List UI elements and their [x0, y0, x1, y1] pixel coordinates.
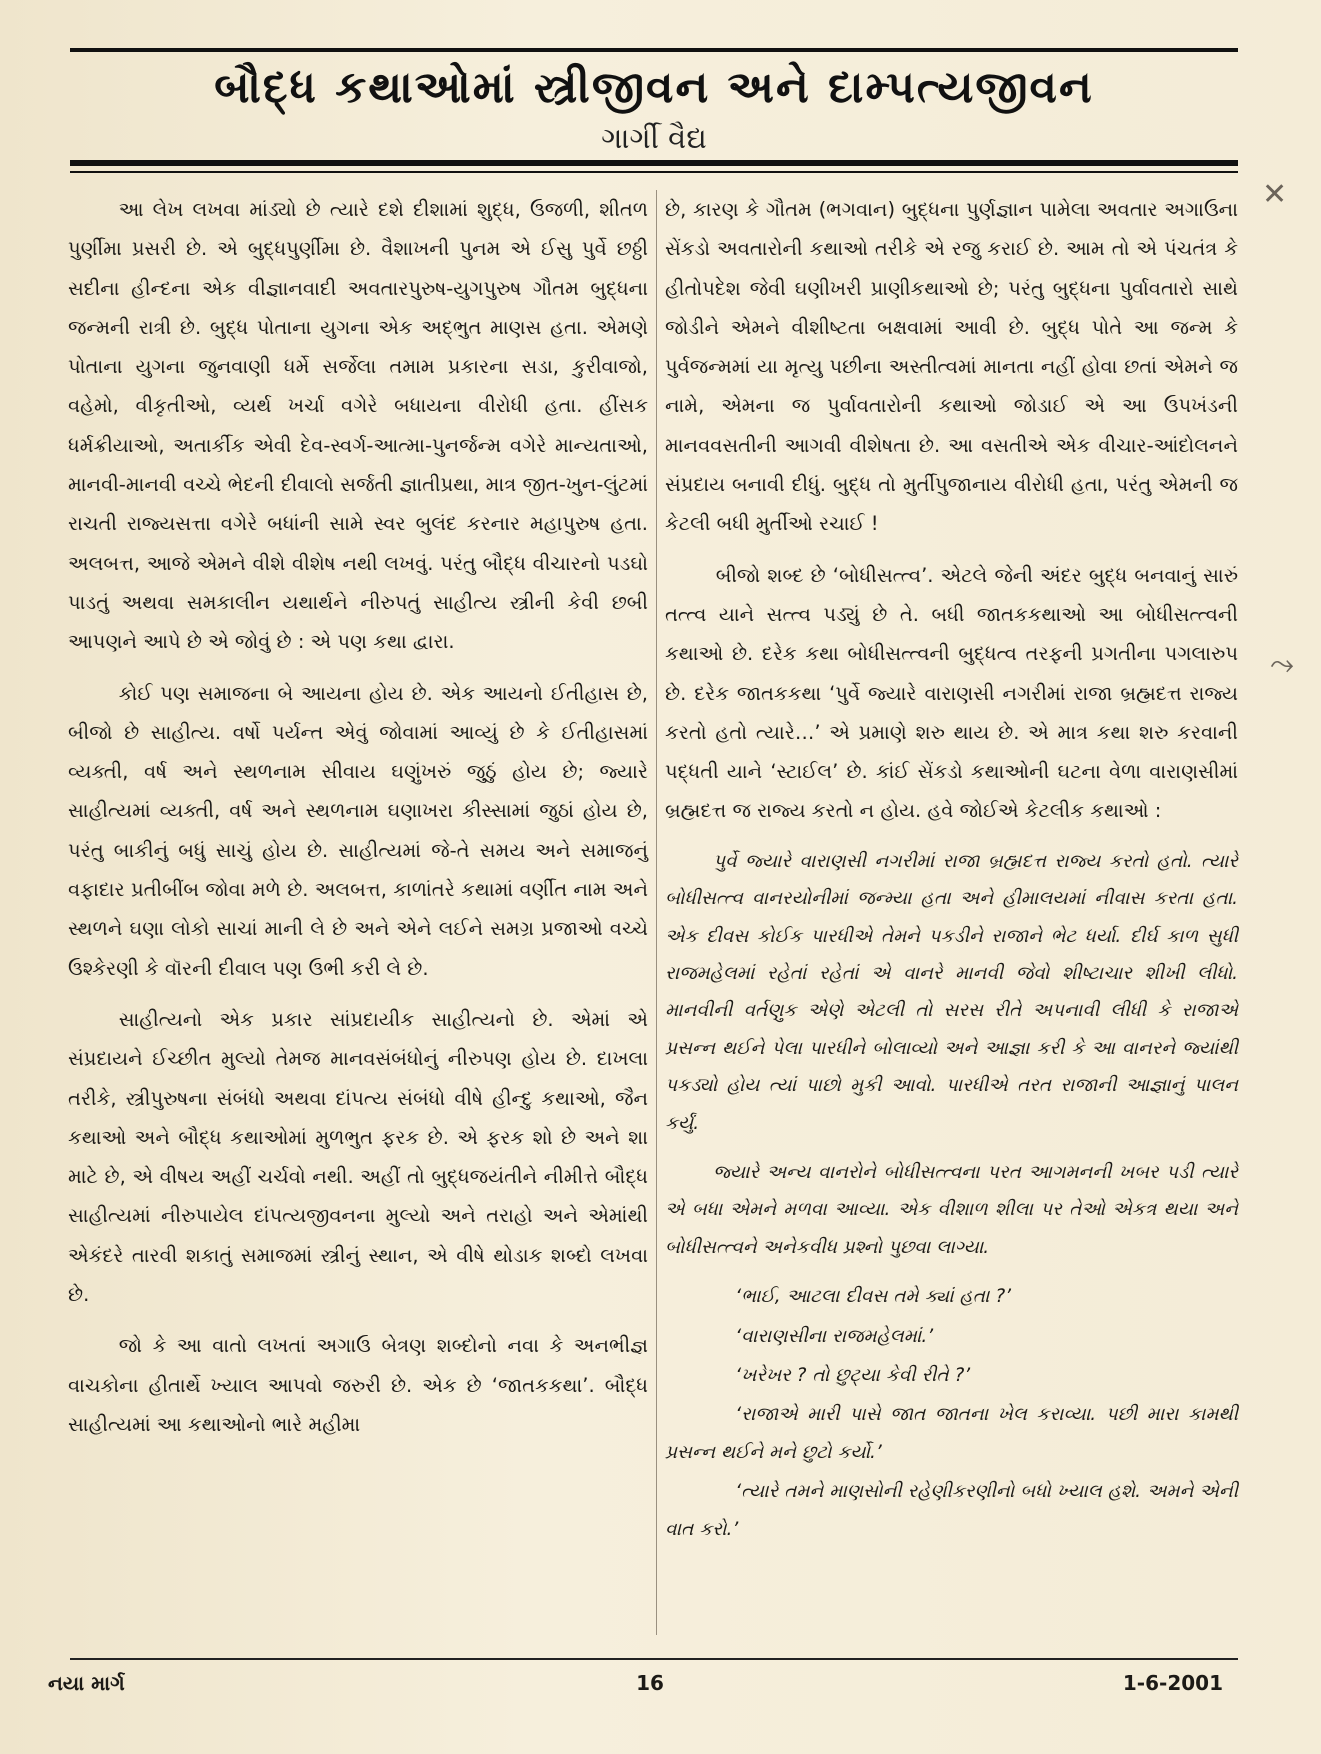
paragraph: બીજો શબ્દ છે ‘બોધીસત્ત્વ’. એટલે જેની અંદર બુદ્ધ બનવાનું સારું તત્ત્વ યાને સત્ત્વ પડ્યું છે તે. બધી જાતકકથાઓ આ બોધીસત્ત્વની કથાઓ છે. દરેક કથા બોધીસત્ત્વની બુદ્ધત્વ તરફની પ્રગતીના પગલારુપ છે. દરેક જાતકકથા ‘પુર્વે જ્યારે વારાણસી નગરીમાં રાજા બ્રહ્મદત્ત રાજ્ય કરતો હતો ત્યારે…’ એ પ્રમાણે શરુ થાય છે. એ માત્ર કથા શરુ કરવાની પદ્ધતી યાને ‘સ્ટાઈલ’ છે. કાંઈ સેંકડો કથાઓની ઘટના વેળા વારાણસીમાં બ્રહ્મદત્ત જ રાજ્ય કરતો ન હોય. હવે જોઈએ કેટલીક કથાઓ :	[665, 563, 1238, 823]
dialogue-line: ‘ભાઈ, આટલા દીવસ તમે ક્યાં હતા ?’	[735, 1286, 1012, 1308]
article-author: ગાર્ગી વૈદ્ય	[601, 121, 707, 155]
story-paragraph: જ્યારે અન્ય વાનરોને બોધીસત્ત્વના પરત આગમનની ખબર પડી ત્યારે એ બધા એમને મળવા આવ્યા. એક વીશાળ શીલા પર તેઓ એકત્ર થયા અને બોધીસત્ત્વને અનેકવીધ પ્રશ્નો પુછવા લાગ્યા.	[665, 1162, 1238, 1258]
dialogue-line: ‘વારાણસીના રાજમહેલમાં.’	[735, 1325, 934, 1347]
paragraph: કોઈ પણ સમાજના બે આયના હોય છે. એક આયનો ઈતીહાસ છે, બીજો છે સાહીત્ય. વર્ષો પર્યન્ત એવું જોવામાં આવ્યું છે કે ઈતીહાસમાં વ્યક્તી, વર્ષ અને સ્થળનામ સીવાય ઘણુંખરું જુઠું હોય છે; જ્યારે સાહીત્યમાં વ્યક્તી, વર્ષ અને સ્થળનામ ઘણાખરા કીસ્સામાં જુઠાં હોય છે, પરંતુ બાકીનું બધું સાચું હોય છે. સાહીત્યમાં જે-તે સમય અને સમાજનું વફાદાર પ્રતીબીંબ જોવા મળે છે. અલબત્ત, કાળાંતરે કથામાં વર્ણીત નામ અને સ્થળને ઘણા લોકો સાચાં માની લે છે અને એને લઈને સમગ્ર પ્રજાઓ વચ્ચે ઉશ્કેરણી કે વૉરની દીવાલ પણ ઉભી કરી લે છે.	[68, 681, 648, 980]
issue-date: 1-6-2001	[1122, 1671, 1223, 1695]
top-rule	[70, 48, 1238, 52]
page-number: 16	[636, 1671, 664, 1695]
dialogue-line: ‘ખરેખર ? તો છુટ્યા કેવી રીતે ?’	[735, 1365, 971, 1387]
left-column	[68, 190, 648, 1456]
margin-mark-icon: ⤳	[1270, 647, 1294, 682]
right-column	[665, 190, 1238, 1550]
article-title: બૌદ્ધ કથાઓમાં સ્ત્રીજીવન અને દામ્પત્યજીવન	[214, 62, 1094, 113]
publication-name: નયા માર્ગ	[48, 1671, 125, 1695]
dialogue-line: ‘ત્યારે તમને માણસોની રહેણીકરણીનો બધો ખ્યાલ હશે. અમને એની વાત કરો.’	[665, 1481, 1238, 1540]
column-divider	[656, 190, 657, 1635]
paragraph: આ લેખ લખવા માંડ્યો છે ત્યારે દશે દીશામાં શુદ્ધ, ઉજળી, શીતળ પુર્ણીમા પ્રસરી છે. એ બુદ્ધપુર્ણીમા છે. વૈશાખની પુનમ એ ઈસુ પુર્વે છઠ્ઠી સદીના હીન્દના એક વીજ્ઞાનવાદી અવતારપુરુષ-યુગપુરુષ ગૌતમ બુદ્ધના જન્મની રાત્રી છે. બુદ્ધ પોતાના યુગના એક અદ્ભુત માણસ હતા. એમણે પોતાના યુગના જુનવાણી ધર્મે સર્જેલા તમામ પ્રકારના સડા, કુરીવાજો, વહેમો, વીકૃતીઓ, વ્યર્થ ખર્ચા વગેરે બધાયના વીરોધી હતા. હીંસક ધર્મક્રીયાઓ, અતાર્કીક એવી દેવ-સ્વર્ગ-આત્મા-પુનર્જન્મ વગેરે માન્યતાઓ, માનવી-માનવી વચ્ચે ભેદની દીવાલો સર્જતી જ્ઞાતીપ્રથા, માત્ર જીત-ખુન-લુંટમાં રાચતી રાજ્યસત્તા વગેરે બધાંની સામે સ્વર બુલંદ કરનાર મહાપુરુષ હતા. અલબત્ત, આજે એમને વીશે વીશેષ નથી લખવું. પરંતુ બૌદ્ધ વીચારનો પડઘો પાડતું અથવા સમકાલીન યથાર્થને નીરુપતું સાહીત્ય સ્ત્રીની કેવી છબી આપણને આપે છે એ જોવું છે : એ પણ કથા દ્વારા.	[68, 198, 648, 654]
footer-rule	[70, 1658, 1238, 1660]
paragraph: છે, કારણ કે ગૌતમ (ભગવાન) બુદ્ધના પુર્ણજ્ઞાન પામેલા અવતાર અગાઉના સેંકડો અવતારોની કથાઓ તરીકે એ રજુ કરાઈ છે. આમ તો એ પંચતંત્ર કે હીતોપદેશ જેવી ઘણીખરી પ્રાણીકથાઓ છે; પરંતુ બુદ્ધના પુર્વાવતારો સાથે જોડીને એમને વીશીષ્ટતા બક્ષવામાં આવી છે. બુદ્ધ પોતે આ જન્મ કે પુર્વજન્મમાં યા મૃત્યુ પછીના અસ્તીત્વમાં માનતા નહીં હોવા છતાં એમને જ નામે, એમના જ પુર્વાવતારોની કથાઓ જોડાઈ એ આ ઉપખંડની માનવવસતીની આગવી વીશેષતા છે. આ વસતીએ એક વીચાર-આંદોલનને સંપ્રદાય બનાવી દીધું. બુદ્ધ તો મુર્તીપુજાનાય વીરોધી હતા, પરંતુ એમની જ કેટલી બધી મુર્તીઓ રચાઈ !	[665, 198, 1238, 536]
paragraph: જો કે આ વાતો લખતાં અગાઉ બેત્રણ શબ્દોનો નવા કે અનભીજ્ઞ વાચકોના હીતાર્થે ખ્યાલ આપવો જરુરી છે. એક છે ‘જાતકકથા’. બૌદ્ધ સાહીત્યમાં આ કથાઓનો ભારે મહીમા	[68, 1334, 648, 1436]
margin-mark-icon: ✕	[1262, 177, 1288, 212]
title-rule-thin	[70, 171, 1238, 173]
dialogue-line: ‘રાજાએ મારી પાસે જાત જાતના ખેલ કરાવ્યા. પછી મારા કામથી પ્રસન્ન થઈને મને છુટો કર્યો.’	[665, 1404, 1238, 1463]
title-rule-thick	[70, 160, 1238, 166]
paragraph: સાહીત્યનો એક પ્રકાર સાંપ્રદાયીક સાહીત્યનો છે. એમાં એ સંપ્રદાયને ઈચ્છીત મુલ્યો તેમજ માનવસંબંધોનું નીરુપણ હોય છે. દાખલા તરીકે, સ્ત્રીપુરુષના સંબંધો અથવા દાંપત્ય સંબંધો વીષે હીન્દુ કથાઓ, જૈન કથાઓ અને બૌદ્ધ કથાઓમાં મુળભુત ફરક છે. એ ફરક શો છે અને શા માટે છે, એ વીષય અહીં ચર્ચવો નથી. અહીં તો બુદ્ધજયંતીને નીમીત્તે બૌદ્ધ સાહીત્યમાં નીરુપાયેલ દાંપત્યજીવનના મુલ્યો અને તરાહો અને એમાંથી એકંદરે તારવી શકાતું સમાજમાં સ્ત્રીનું સ્થાન, એ વીષે થોડાક શબ્દો લખવા છે.	[68, 1007, 648, 1307]
story-paragraph: પુર્વે જ્યારે વારાણસી નગરીમાં રાજા બ્રહ્મદત્ત રાજ્ય કરતો હતો. ત્યારે બોધીસત્ત્વ વાનરયોનીમાં જન્મ્યા હતા અને હીમાલયમાં નીવાસ કરતા હતા. એક દીવસ કોઈક પારધીએ તેમને પકડીને રાજાને ભેટ ધર્યા. દીર્ઘ કાળ સુધી રાજમહેલમાં રહેતાં રહેતાં એ વાનરે માનવી જેવો શીષ્ટાચાર શીખી લીધો. માનવીની વર્તણુક એણે એટલી તો સરસ રીતે અપનાવી લીધી કે રાજાએ પ્રસન્ન થઈને પેલા પારધીને બોલાવ્યો અને આજ્ઞા કરી કે આ વાનરને જ્યાંથી પકડ્યો હોય ત્યાં પાછો મુકી આવો. પારધીએ તરત રાજાની આજ્ઞાનું પાલન કર્યું.	[665, 850, 1238, 1134]
